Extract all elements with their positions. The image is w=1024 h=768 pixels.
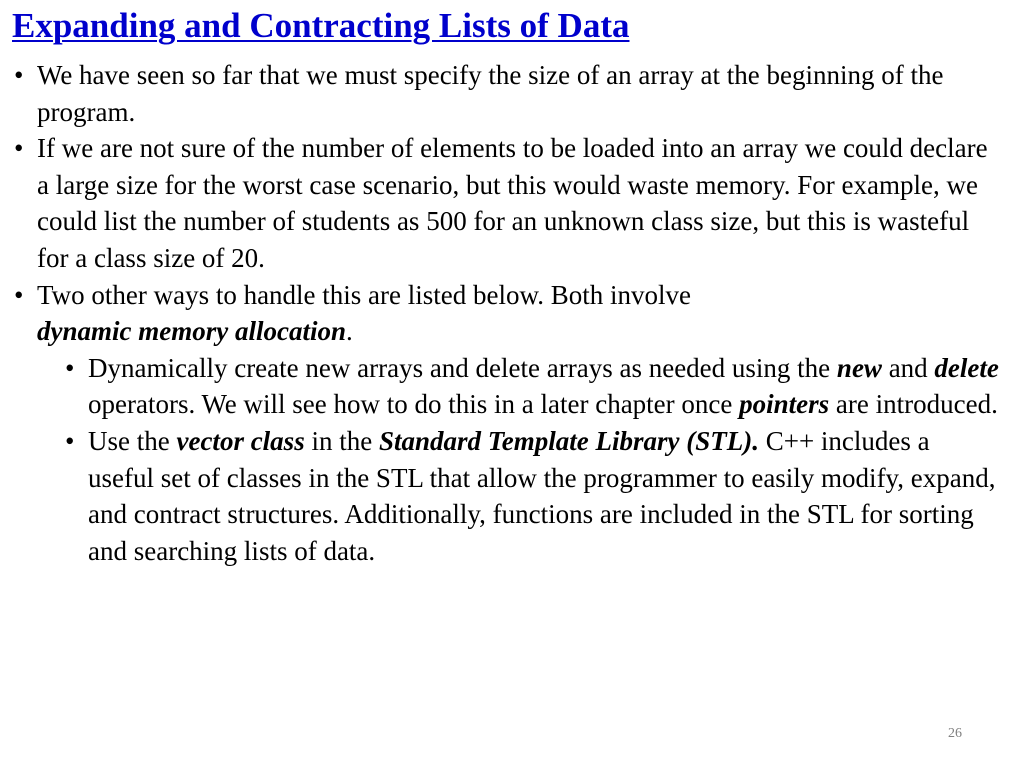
slide-content — [12, 57, 1002, 569]
sub-bullet-text: and — [881, 352, 935, 383]
bullet-icon: • — [14, 60, 24, 90]
emphasis-text: dynamic memory allocation — [37, 316, 346, 347]
bullet-text: If we are not sure of the number of elements to be loaded into an array we could declare a large size for the worst case scenario, but this would waste memory. For example, we could list the number of students as 500 for an unknown class size, but this is wasteful for a class size of 20. — [37, 133, 988, 273]
sub-bullet-text: in the — [304, 425, 379, 456]
sub-bullet-icon: • — [65, 352, 75, 383]
bullet-item — [12, 277, 1002, 350]
sub-bullet-text: are introduced. — [829, 389, 998, 420]
sub-bullet-text: Use the — [88, 425, 177, 456]
emphasis-text: vector class — [176, 425, 305, 456]
bullet-text: Two other ways to handle this are listed below. Both involve — [37, 279, 691, 310]
emphasis-text: pointers — [739, 389, 830, 420]
page-number: 26 — [948, 726, 962, 741]
emphasis-text: delete — [934, 352, 999, 383]
sub-bullet-text: Dynamically create new arrays and delete arrays as needed using the — [88, 352, 837, 383]
sub-bullet-item — [12, 350, 1002, 423]
bullet-item — [12, 130, 1002, 276]
sub-bullet-item — [12, 423, 1002, 569]
bullet-icon: • — [14, 279, 24, 310]
sub-bullet-text: operators. We will see how to do this in a later chapter once — [88, 389, 740, 420]
bullet-icon: • — [14, 133, 24, 164]
sub-bullet-icon: • — [65, 425, 75, 456]
bullet-text: . — [345, 316, 353, 347]
bullet-text: We have seen so far that we must specify the size of an array at the beginning of the program. — [37, 60, 944, 127]
emphasis-text: new — [836, 352, 882, 383]
slide-title: Expanding and Contracting Lists of Data — [12, 6, 630, 45]
emphasis-text: Standard Template Library (STL). — [378, 425, 759, 456]
sub-bullet-text: C++ includes a useful set of classes in the STL that allow the programmer to easily modify, expand, and contract structures. Additionally, functions are included in the STL for sorting and searching lists of data. — [88, 425, 996, 566]
bullet-item — [12, 57, 1002, 130]
